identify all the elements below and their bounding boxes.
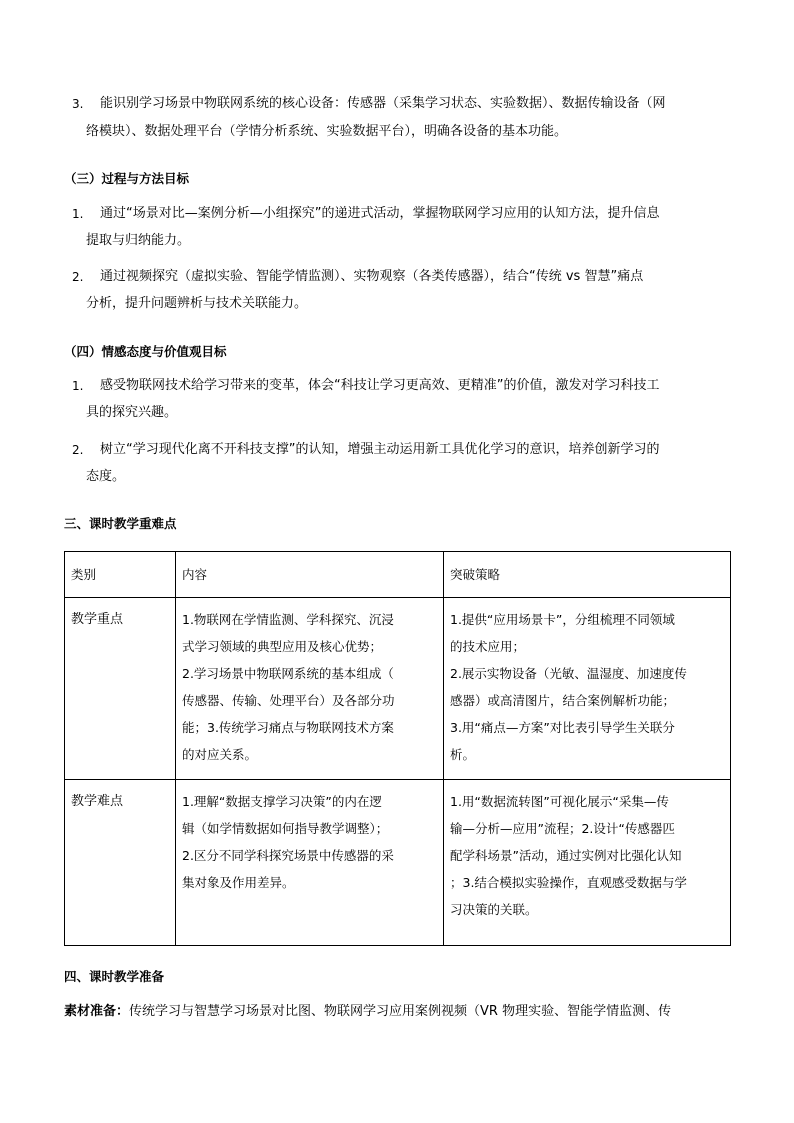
cell-line: 感器）或高清图片，结合案例解析功能；: [450, 693, 676, 708]
cell-line: 3.用“痛点—方案”对比表引导学生关联分: [450, 720, 675, 735]
table-cell: [65, 780, 176, 946]
key-points-table: [64, 551, 731, 946]
cell-line: 析。: [450, 747, 476, 762]
cell-line: 传感器、传输、处理平台）及各部分功: [182, 693, 395, 708]
cell-line: 1.物联网在学情监测、学科探究、沉浸: [182, 612, 394, 627]
list-number: 3.: [72, 97, 84, 111]
header-category: 类别: [71, 567, 97, 582]
cell-line: 1.提供“应用场景卡”，分组梳理不同领域: [450, 612, 675, 627]
cell-line: 2.学习场景中物联网系统的基本组成（: [182, 666, 394, 681]
section-heading: 三、课时教学重难点: [64, 516, 177, 531]
section-heading: 四、课时教学准备: [64, 969, 165, 984]
table-cell: [444, 598, 731, 780]
table-header-row: [65, 552, 731, 598]
section-subheading: （四）情感态度与价值观目标: [64, 344, 227, 359]
material-paragraph: [64, 1003, 671, 1021]
table-header-cell: [65, 552, 176, 598]
paragraph-line: 通过视频探究（虚拟实验、智能学情监测）、实物观察（各类传感器），结合“传统 vs 智慧”痛点: [100, 269, 644, 284]
list-number: 1.: [72, 207, 84, 221]
cell-line: 的技术应用；: [450, 639, 526, 654]
row-category: 教学难点: [71, 794, 124, 809]
header-content: 内容: [182, 567, 208, 582]
paragraph-line: 分析，提升问题辨析与技术关联能力。: [86, 296, 308, 311]
table-row: [65, 598, 731, 780]
cell-line: 能；3.传统学习痛点与物联网技术方案: [182, 720, 394, 735]
list-number: 2.: [72, 270, 84, 284]
paragraph-line: 能识别学习场景中物联网系统的核心设备：传感器（采集学习状态、实验数据）、数据传输设备（网: [100, 96, 666, 111]
cell-line: 辑（如学情数据如何指导教学调整）；: [182, 821, 389, 836]
header-strategy: 突破策略: [450, 567, 501, 582]
list-number: 1.: [72, 379, 84, 393]
cell-line: 1.用“数据流转图”可视化展示“采集—传: [450, 794, 669, 809]
cell-line: 习决策的关联。: [450, 902, 538, 917]
paragraph-line: 具的探究兴趣。: [86, 405, 178, 420]
paragraph-line: 树立“学习现代化离不开科技支撑”的认知，增强主动运用新工具优化学习的意识，培养创新学习的: [100, 442, 660, 457]
cell-line: 输—分析—应用”流程；2.设计“传感器匹: [450, 821, 675, 836]
paragraph-line: 络模块）、数据处理平台（学情分析系统、实验数据平台），明确各设备的基本功能。: [86, 124, 568, 139]
table-cell: [444, 780, 731, 946]
paragraph-line: 感受物联网技术给学习带来的变革，体会“科技让学习更高效、更精准”的价值，激发对学习科技工: [100, 378, 660, 393]
table-row: [65, 780, 731, 946]
paragraph-line: 通过“场景对比—案例分析—小组探究”的递进式活动，掌握物联网学习应用的认知方法，提升信息: [100, 206, 660, 221]
table-header-cell: [176, 552, 444, 598]
row-category: 教学重点: [71, 612, 124, 627]
paragraph-line: 提取与归纳能力。: [86, 233, 191, 248]
section-subheading: （三）过程与方法目标: [64, 171, 190, 186]
material-label: 素材准备：: [64, 1004, 130, 1019]
cell-line: 式学习领域的典型应用及核心优势；: [182, 639, 383, 654]
table-cell: [176, 598, 444, 780]
cell-line: 配学科场景”活动，通过实例对比强化认知: [450, 848, 682, 863]
cell-line: 2.展示实物设备（光敏、温湿度、加速度传: [450, 666, 687, 681]
cell-line: 1.理解“数据支撑学习决策”的内在逻: [182, 794, 382, 809]
table-cell: [65, 598, 176, 780]
cell-line: 的对应关系。: [182, 747, 258, 762]
cell-line: ；3.结合模拟实验操作，直观感受数据与学: [450, 875, 687, 890]
table-cell: [176, 780, 444, 946]
paragraph-line: 态度。: [86, 469, 126, 484]
list-number: 2.: [72, 443, 84, 457]
table-header-cell: [444, 552, 731, 598]
cell-line: 集对象及作用差异。: [182, 875, 295, 890]
material-text: 传统学习与智慧学习场景对比图、物联网学习应用案例视频（VR 物理实验、智能学情监测、传: [129, 1004, 672, 1019]
cell-line: 2.区分不同学科探究场景中传感器的采: [182, 848, 394, 863]
